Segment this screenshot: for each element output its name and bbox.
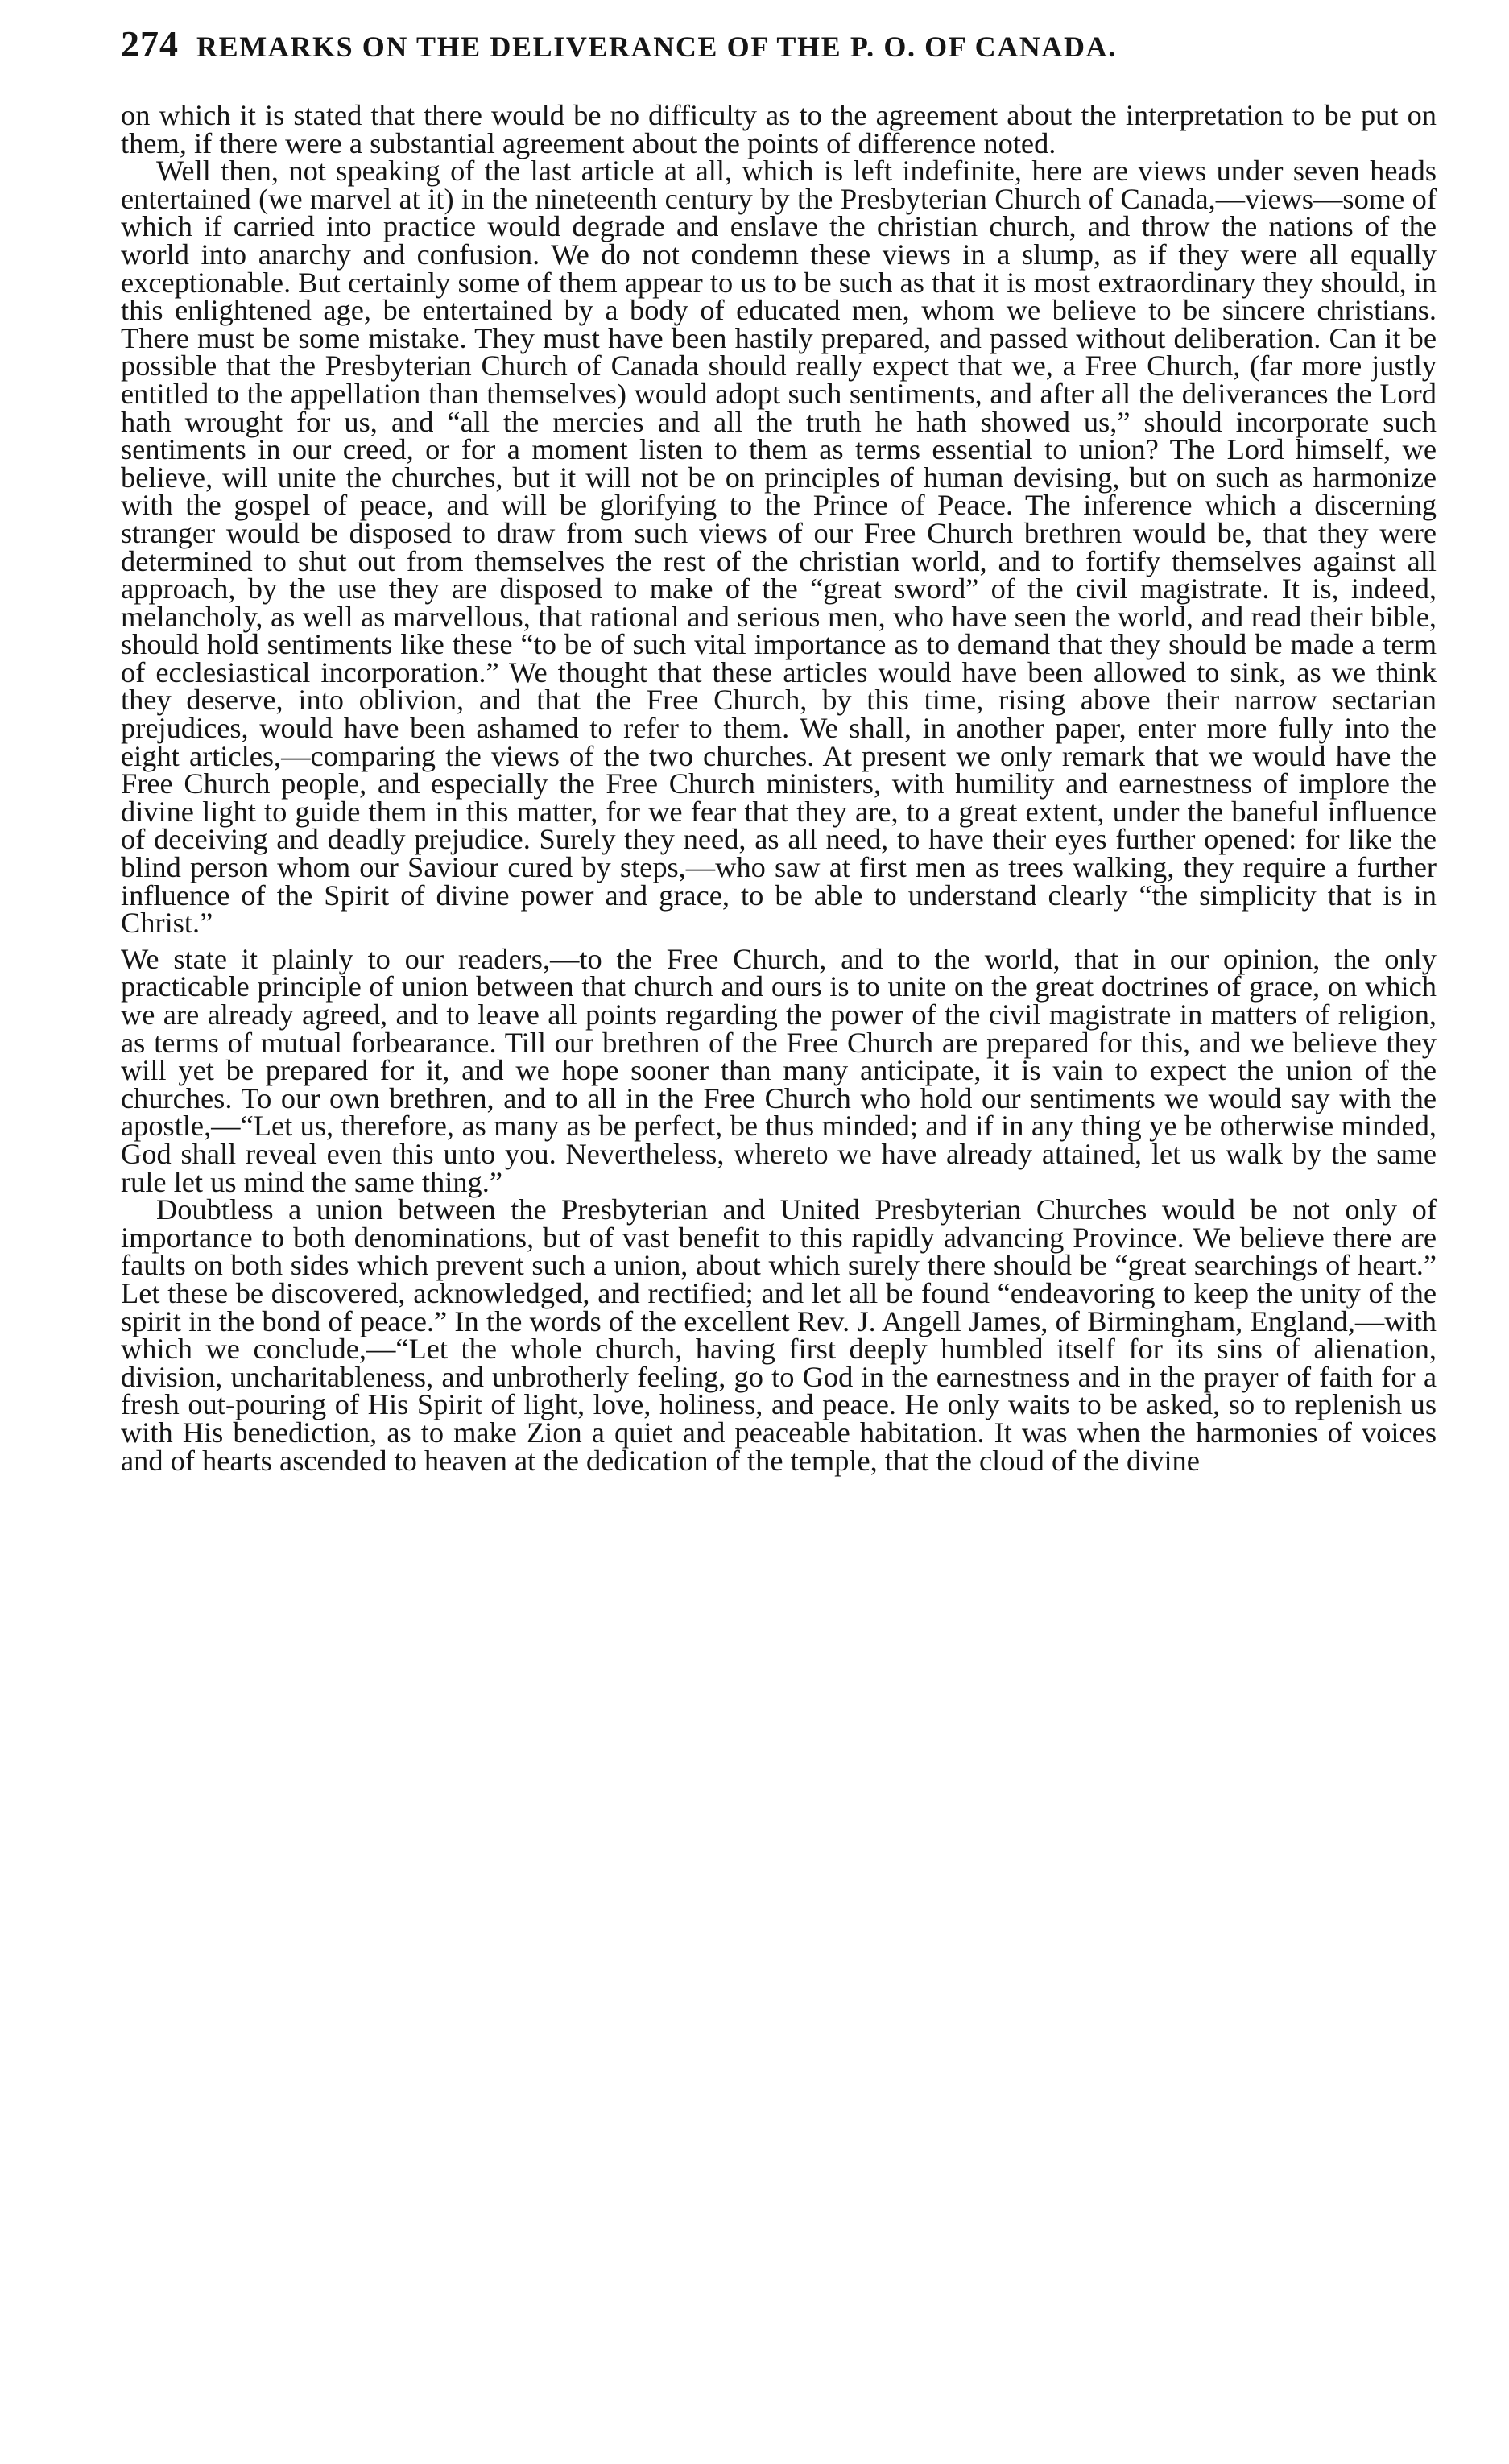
running-header — [121, 23, 1437, 82]
paragraph-doubtless: Doubtless a union between the Presbyterian and United Presbyterian Churches would be not only of importance to both denominations, but of vast benefit to this rapidly advancing Province. We believe there are faults on both sides which prevent such a union, about which surely there should be “great searchings of heart.” Let these be discovered, acknowledged, and rectified; and let all be found “endeavoring to keep the unity of the spirit in the bond of peace.” In the words of the excellent Rev. J. Angell James, of Birmingham, England,—with which we conclude,—“Let the whole church, having first deeply humbled itself for its sins of alienation, division, uncharitableness, and unbrotherly feeling, go to God in the earnestness and in the prayer of faith for a fresh out-pouring of His Spirit of light, love, holiness, and peace. He only waits to be asked, so to replenish us with His benediction, as to make Zion a quiet and peaceable habitation. It was when the harmonies of voices and of hearts ascended to heaven at the dedication of the temple, that the cloud of the divine — [121, 1193, 1437, 1477]
body-text — [121, 99, 1437, 1477]
paragraph-well-then: Well then, not speaking of the last article at all, which is left indefinite, here are views under seven heads entertained (we marvel at it) in the nineteenth century by the Presbyterian Church of Canada,—views—some of which if carried into practice would degrade and enslave the christian church, and throw the nations of the world into anarchy and confusion. We do not condemn these views in a slump, as if they were all equally exceptionable. But certainly some of them appear to us to be such as that it is most extraordinary they should, in this enlightened age, be entertained by a body of educated men, whom we believe to be sincere christians. There must be some mistake. They must have been hastily prepared, and passed without deliberation. Can it be possible that the Presbyterian Church of Canada should really expect that we, a Free Church, (far more justly entitled to the appellation than themselves) would adopt such sentiments, and after all the deliverances the Lord hath wrought for us, and “all the mercies and all the truth he hath showed us,” should incorporate such sentiments in our creed, or for a moment listen to them as terms essential to union? The Lord himself, we believe, will unite the churches, but it will not be on principles of human devising, but on such as harmonize with the gospel of peace, and will be glorifying to the Prince of Peace. The inference which a discerning stranger would be disposed to draw from such views of our Free Church brethren would be, that they were determined to shut out from themselves the rest of the christian world, and to fortify themselves against all approach, by the use they are disposed to make of the “great sword” of the civil magistrate. It is, indeed, melancholy, as well as marvellous, that rational and serious men, who have seen the world, and read their bible, should hold sentiments like these “to be of such vital importance as to demand that they should be made a term of ecclesiastical incorporation.” We thought that these articles would have been allowed to sink, as we think they deserve, into oblivion, and that the Free Church, by this time, rising above their narrow sectarian prejudices, would have been ashamed to refer to them. We shall, in another paper, enter more fully into the eight articles,—comparing the views of the two churches. At present we only remark that we would have the Free Church people, and especially the Free Church ministers, with humility and earnestness of implore the divine light to guide them in this matter, for we fear that they are, to a great extent, under the baneful influence of deceiving and deadly prejudice. Surely they need, as all need, to have their eyes further opened: for like the blind person whom our Saviour cured by steps,—who saw at first men as trees walking, they require a further influence of the Spirit of divine power and grace, to be able to understand clearly “the simplicity that is in Christ.” — [121, 155, 1437, 940]
paragraph-continuation: on which it is stated that there would be no difficulty as to the agreement about the interpretation to be put on them, if there were a substantial agreement about the points of difference noted. — [121, 99, 1437, 159]
document-page — [121, 23, 1437, 1477]
running-title: REMARKS ON THE DELIVERANCE OF THE P. O. OF CANADA. — [196, 31, 1117, 63]
page-number: 274 — [121, 23, 179, 64]
paragraph-we-state: We state it plainly to our readers,—to the Free Church, and to the world, that in our opinion, the only practicable principle of union between that church and ours is to unite on the great doctrines of grace, on which we are already agreed, and to leave all points regarding the power of the civil magistrate in matters of religion, as terms of mutual forbearance. Till our brethren of the Free Church are prepared for this, and we believe they will yet be prepared for it, and we hope sooner than many anticipate, it is vain to expect the union of the churches. To our own brethren, and to all in the Free Church who hold our sentiments we would say with the apostle,—“Let us, therefore, as many as be perfect, be thus minded; and if in any thing ye be otherwise minded, God shall reveal even this unto you. Nevertheless, whereto we have already attained, let us walk by the same rule let us mind the same thing.” — [121, 942, 1437, 1198]
